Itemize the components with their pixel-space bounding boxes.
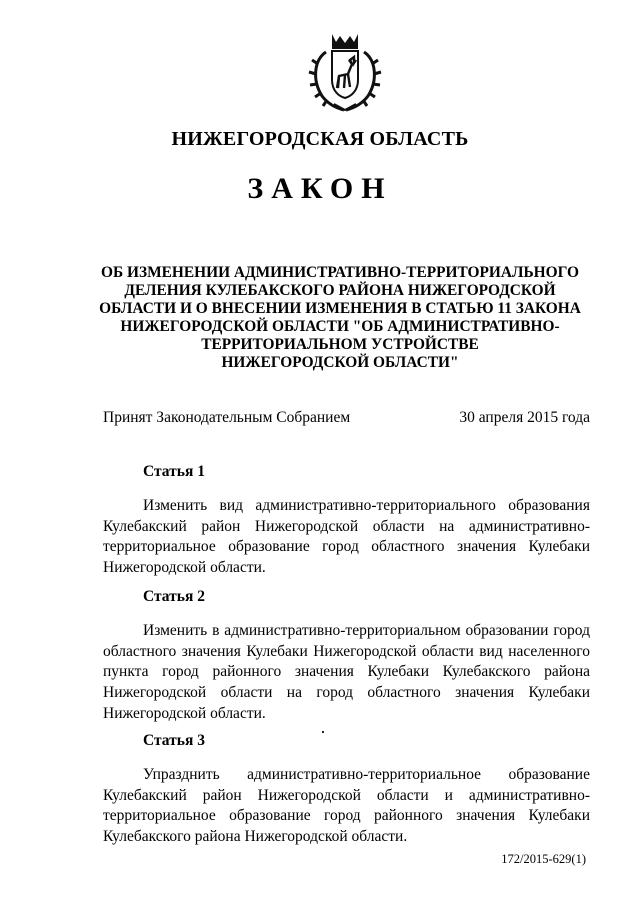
document-type: ЗАКОН (247, 172, 393, 205)
scan-speck (322, 731, 324, 733)
adoption-date: 30 апреля 2015 года (459, 409, 590, 426)
article-2-heading: Статья 2 (143, 588, 205, 605)
adoption-text: Принят Законодательным Собранием (103, 409, 351, 426)
document-number: 172/2015-629(1) (501, 852, 586, 866)
law-title (90, 264, 590, 372)
title-line: ОБЛАСТИ И О ВНЕСЕНИИ ИЗМЕНЕНИЯ В СТАТЬЮ 11 ЗАКОНА (99, 300, 581, 317)
article-1-text: Изменить вид административно-территориального образования Кулебакский район Нижегородской области на административно-территориальное образование город областного значения Кулебаки Нижегородской области. (103, 497, 590, 577)
article-1-heading: Статья 1 (143, 463, 205, 480)
title-line: НИЖЕГОРОДСКОЙ ОБЛАСТИ "ОБ АДМИНИСТРАТИВНО- (120, 318, 560, 335)
article-3-text: Упразднить административно-территориальное образование Кулебакский район Нижегородской области и административно-территориальное образование город районного значения Кулебаки Кулебакского района Нижегородской области. (103, 766, 590, 846)
region-name: НИЖЕГОРОДСКАЯ ОБЛАСТЬ (171, 128, 469, 150)
title-line: ОБ ИЗМЕНЕНИИ АДМИНИСТРАТИВНО-ТЕРРИТОРИАЛЬНОГО (101, 264, 579, 281)
title-line: ДЕЛЕНИЯ КУЛЕБАКСКОГО РАЙОНА НИЖЕГОРОДСКОЙ (124, 282, 556, 299)
coat-of-arms-icon (304, 30, 386, 112)
article-2-text: Изменить в административно-территориальном образовании город областного значения Кулебаки Нижегородской области вид населенного пункта город районного значения Кулебаки Кулебакского района Нижегородской области на город областного значения Кулебаки Нижегородской области. (103, 622, 590, 722)
title-line: ТЕРРИТОРИАЛЬНОМ УСТРОЙСТВЕ (201, 336, 479, 353)
title-line: НИЖЕГОРОДСКОЙ ОБЛАСТИ" (221, 354, 459, 371)
article-3-heading: Статья 3 (143, 732, 205, 749)
